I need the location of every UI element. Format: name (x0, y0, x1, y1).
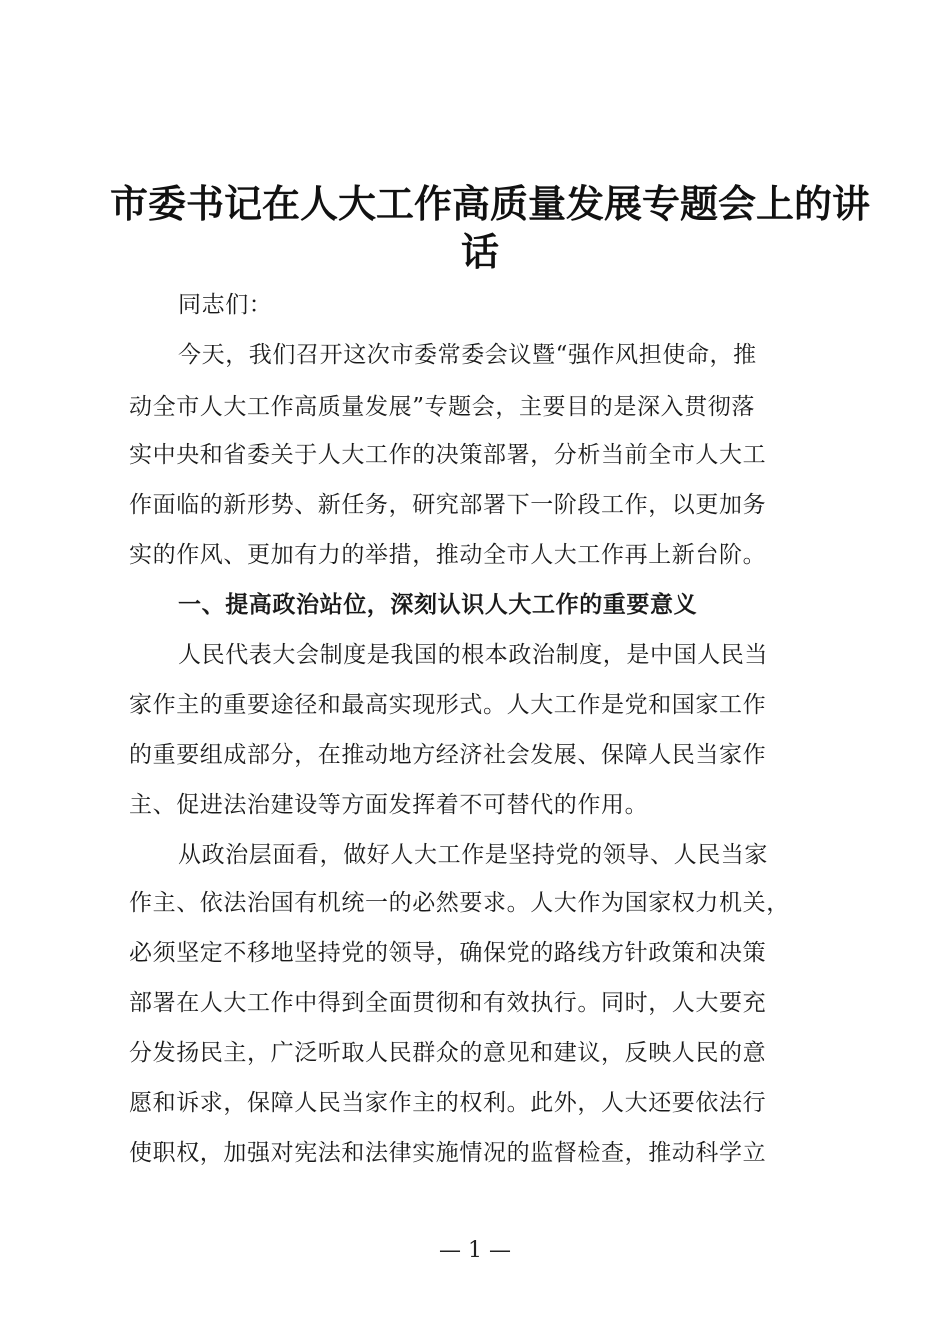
paragraph-3-line: 部署在人大工作中得到全面贯彻和有效执行。同时，人大要充 (129, 990, 767, 1016)
paragraph-3-line: 分发扬民主，广泛听取人民群众的意见和建议，反映人民的意 (129, 1040, 767, 1066)
section-heading-1: 一、提高政治站位，深刻认识人大工作的重要意义 (178, 592, 698, 618)
paragraph-3-line: 使职权，加强对宪法和法律实施情况的监督检查，推动科学立 (129, 1140, 767, 1166)
paragraph-3-line: 作主、依法治国有机统一的必然要求。人大作为国家权力机关， (129, 890, 790, 916)
paragraph-2-line: 家作主的重要途径和最高实现形式。人大工作是党和国家工作 (129, 692, 767, 718)
paragraph-3-line: 愿和诉求，保障人民当家作主的权利。此外，人大还要依法行 (129, 1090, 767, 1116)
paragraph-1-line: 动全市人大工作高质量发展”专题会，主要目的是深入贯彻落 (129, 394, 755, 420)
paragraph-3-line: 从政治层面看，做好人大工作是坚持党的领导、人民当家 (178, 842, 768, 868)
paragraph-1-line: 实中央和省委关于人大工作的决策部署，分析当前全市人大工 (129, 442, 767, 468)
paragraph-1-line: 作面临的新形势、新任务，研究部署下一阶段工作，以更加务 (129, 492, 767, 518)
paragraph-2-line: 人民代表大会制度是我国的根本政治制度，是中国人民当 (178, 642, 768, 668)
page-number: — 1 — (439, 1238, 511, 1263)
document-title-line-2: 话 (460, 230, 499, 274)
paragraph-1-line: 今天，我们召开这次市委常委会议暨“强作风担使命，推 (178, 342, 757, 368)
paragraph-3-line: 必须坚定不移地坚持党的领导，确保党的路线方针政策和决策 (129, 940, 767, 966)
paragraph-2-line: 主、促进法治建设等方面发挥着不可替代的作用。 (129, 792, 649, 818)
salutation: 同志们： (178, 292, 273, 318)
document-title-line-1: 市委书记在人大工作高质量发展专题会上的讲 (110, 182, 871, 226)
paragraph-1-line: 实的作风、更加有力的举措，推动全市人大工作再上新台阶。 (129, 542, 767, 568)
paragraph-2-line: 的重要组成部分，在推动地方经济社会发展、保障人民当家作 (129, 742, 767, 768)
